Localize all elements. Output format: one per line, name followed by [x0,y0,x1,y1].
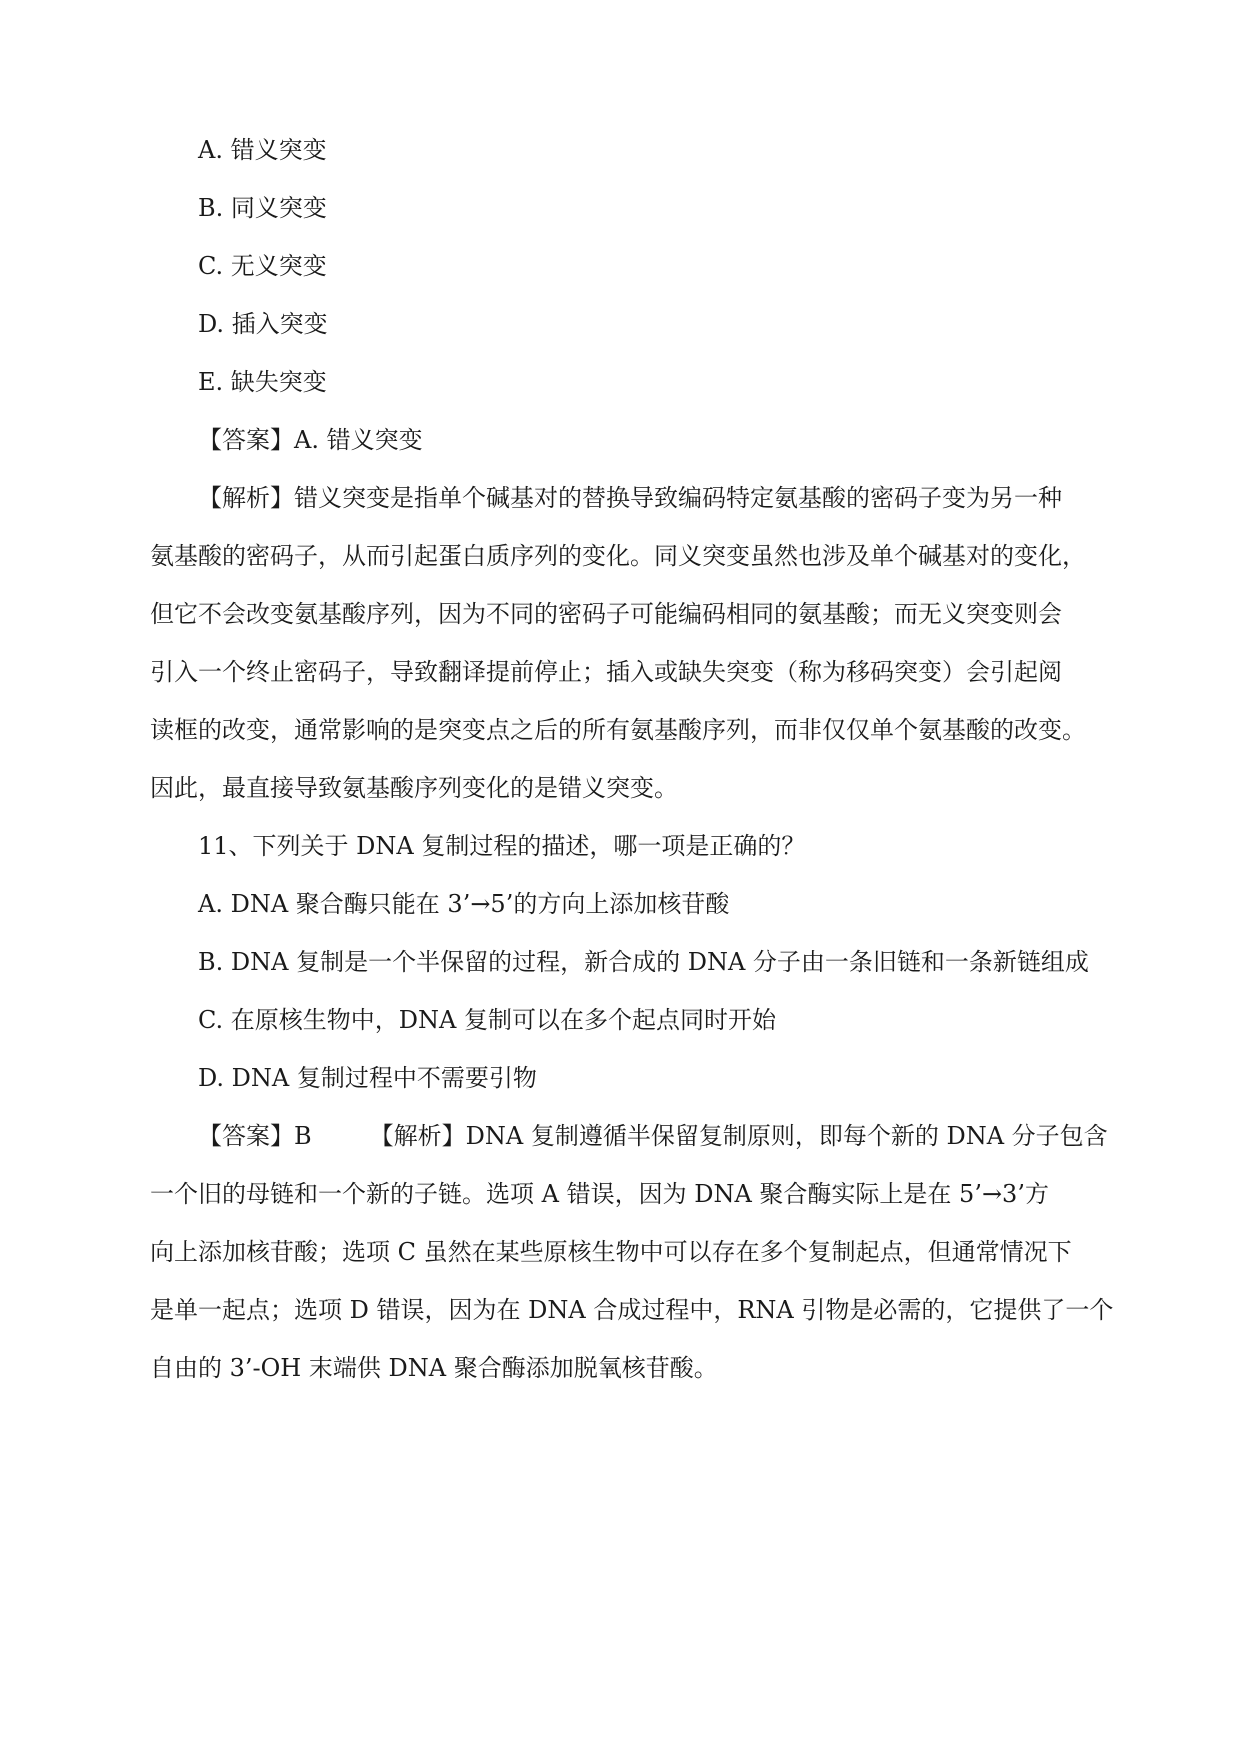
q10-option-b: B. 同义突变 [198,194,327,222]
q10-analysis-line: 但它不会改变氨基酸序列，因为不同的密码子可能编码相同的氨基酸；而无义突变则会 [150,600,1062,628]
q11-analysis-line: 是单一起点；选项 D 错误，因为在 DNA 合成过程中，RNA 引物是必需的，它提供了一个 [150,1296,1114,1324]
q10-option-a: A. 错义突变 [198,136,327,164]
q10-analysis-line: 因此，最直接导致氨基酸序列变化的是错义突变。 [150,774,678,802]
q10-analysis-line: 【解析】错义突变是指单个碱基对的替换导致编码特定氨基酸的密码子变为另一种 [198,484,1062,512]
q11-option-c: C. 在原核生物中，DNA 复制可以在多个起点同时开始 [198,1006,776,1034]
q10-option-d: D. 插入突变 [198,310,328,338]
q11-analysis-line: 一个旧的母链和一个新的子链。选项 A 错误，因为 DNA 聚合酶实际上是在 5’→3’方 [150,1180,1049,1208]
q11-option-d: D. DNA 复制过程中不需要引物 [198,1064,537,1092]
q10-analysis-line: 引入一个终止密码子，导致翻译提前停止；插入或缺失突变（称为移码突变）会引起阅 [150,658,1062,686]
q11-answer: 【答案】B [198,1122,312,1150]
q11-option-b: B. DNA 复制是一个半保留的过程，新合成的 DNA 分子由一条旧链和一条新链组成 [198,948,1089,976]
q10-option-e: E. 缺失突变 [198,368,327,396]
q11-option-a: A. DNA 聚合酶只能在 3’→5’的方向上添加核苷酸 [198,890,730,918]
q11-analysis-line: 向上添加核苷酸；选项 C 虽然在某些原核生物中可以存在多个复制起点，但通常情况下 [150,1238,1072,1266]
q11-analysis-first: 【解析】DNA 复制遵循半保留复制原则，即每个新的 DNA 分子包含 [369,1122,1108,1150]
q10-option-c: C. 无义突变 [198,252,327,280]
q11-analysis-line: 自由的 3’-OH 末端供 DNA 聚合酶添加脱氧核苷酸。 [150,1354,718,1382]
q10-analysis-line: 氨基酸的密码子，从而引起蛋白质序列的变化。同义突变虽然也涉及单个碱基对的变化， [150,542,1086,570]
q11-answer-row [198,1120,1108,1152]
q10-analysis-line: 读框的改变，通常影响的是突变点之后的所有氨基酸序列，而非仅仅单个氨基酸的改变。 [150,716,1086,744]
q10-answer: 【答案】A. 错义突变 [198,426,423,454]
q11-question: 11、下列关于 DNA 复制过程的描述，哪一项是正确的？ [198,832,806,860]
